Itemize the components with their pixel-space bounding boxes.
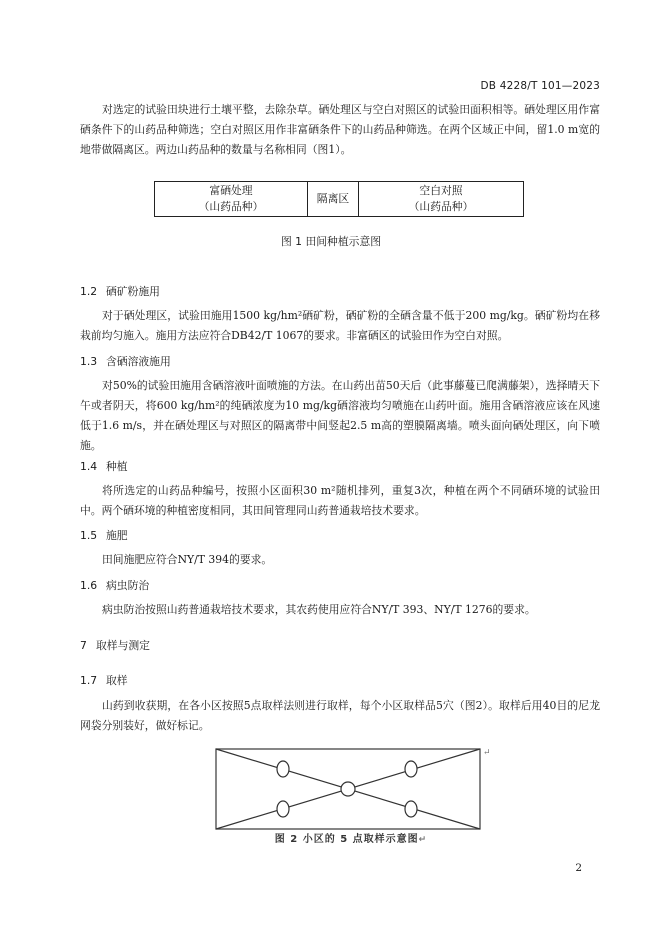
selenium-treatment-cell (155, 182, 308, 217)
figure2-caption (215, 830, 487, 845)
section-title: 硒矿粉施用 (106, 285, 160, 298)
section-heading (80, 528, 128, 543)
sampling-point (341, 782, 355, 796)
selenium-treatment-label: 富硒处理 (209, 184, 253, 197)
section-title: 病虫防治 (106, 579, 150, 592)
sampling-point (405, 801, 417, 817)
section-text: 田间施肥应符合NY/T 394的要求。 (102, 553, 273, 566)
section-text: 山药到收获期，在各小区按照5点取样法则进行取样，每个小区取样品5穴（图2）。取样后用40目的尼龙网袋分别装好，做好标记。 (80, 699, 600, 732)
section-number: 1.4 (80, 460, 98, 473)
section-text: 对于硒处理区，试验田施用1500 kg/hm²硒矿粉，硒矿粉的全硒含量不低于200 mg/kg。硒矿粉均在移栽前均匀施入。施用方法应符合DB42/T 1067的要求。非富硒区的试验田作为空白对照。 (80, 309, 600, 342)
control-sub: （山药品种） (408, 200, 474, 213)
chapter-number: 7 (80, 639, 87, 652)
sampling-point (277, 761, 289, 777)
control-label: 空白对照 (419, 184, 463, 197)
intro-paragraph: 对选定的试验田块进行土壤平整，去除杂草。硒处理区与空白对照区的试验田面积相等。硒处理区用作富硒条件下的山药品种筛选；空白对照区用作非富硒条件下的山药品种筛选。在两个区域正中间，留1.0 m宽的地带做隔离区。两边山药品种的数量与名称相同（图1）。 (80, 103, 600, 156)
section-number: 1.7 (80, 674, 98, 687)
section-number: 1.5 (80, 529, 98, 542)
document-code: DB 4228/T 101—2023 (480, 80, 600, 92)
section-heading (80, 459, 128, 474)
chapter-heading (80, 638, 150, 653)
figure1-caption: 图 1 田间种植示意图 (280, 235, 382, 248)
section-text: 对50%的试验田施用含硒溶液叶面喷施的方法。在山药出苗50天后（此事藤蔓已爬满藤架），选择晴天下午或者阴天，将600 kg/hm²的纯硒浓度为10 mg/kg硒溶液均匀喷施在山药叶面。施用含硒溶液应该在风速低于1.6 m/s，并在硒处理区与对照区的隔离带中间竖起2.5 m高的塑膜隔离墙。喷头面向硒处理区，向下喷施。 (80, 379, 600, 452)
section-heading (80, 354, 171, 369)
chapter-title: 取样与测定 (96, 639, 150, 652)
sampling-point (405, 761, 417, 777)
section-number: 1.6 (80, 579, 98, 592)
section-number: 1.3 (80, 355, 98, 368)
selenium-treatment-sub: （山药品种） (198, 200, 264, 213)
sampling-point (277, 801, 289, 817)
return-mark: ↵ (483, 748, 491, 758)
page-number: 2 (575, 862, 582, 874)
section-text: 将所选定的山药品种编号，按照小区面积30 m²随机排列，重复3次，种植在两个不同硒环境的试验田中。两个硒环境的种植密度相同，其田间管理同山药普通栽培技术要求。 (80, 484, 600, 517)
section-number: 1.2 (80, 285, 98, 298)
section-title: 施肥 (106, 529, 128, 542)
section-heading (80, 673, 128, 688)
figure2-caption-text: 图 2 小区的 5 点取样示意图 (274, 834, 419, 845)
section-title: 种植 (106, 460, 128, 473)
control-cell (359, 182, 524, 217)
isolation-cell: 隔离区 (308, 182, 359, 217)
section-title: 取样 (106, 674, 128, 687)
field-layout-diagram (154, 181, 524, 217)
section-title: 含硒溶液施用 (106, 355, 171, 368)
section-text: 病虫防治按照山药普通栽培技术要求，其农药使用应符合NY/T 393、NY/T 1276的要求。 (102, 603, 536, 616)
section-heading (80, 284, 160, 299)
section-heading (80, 578, 149, 593)
return-mark: ↵ (418, 835, 428, 845)
